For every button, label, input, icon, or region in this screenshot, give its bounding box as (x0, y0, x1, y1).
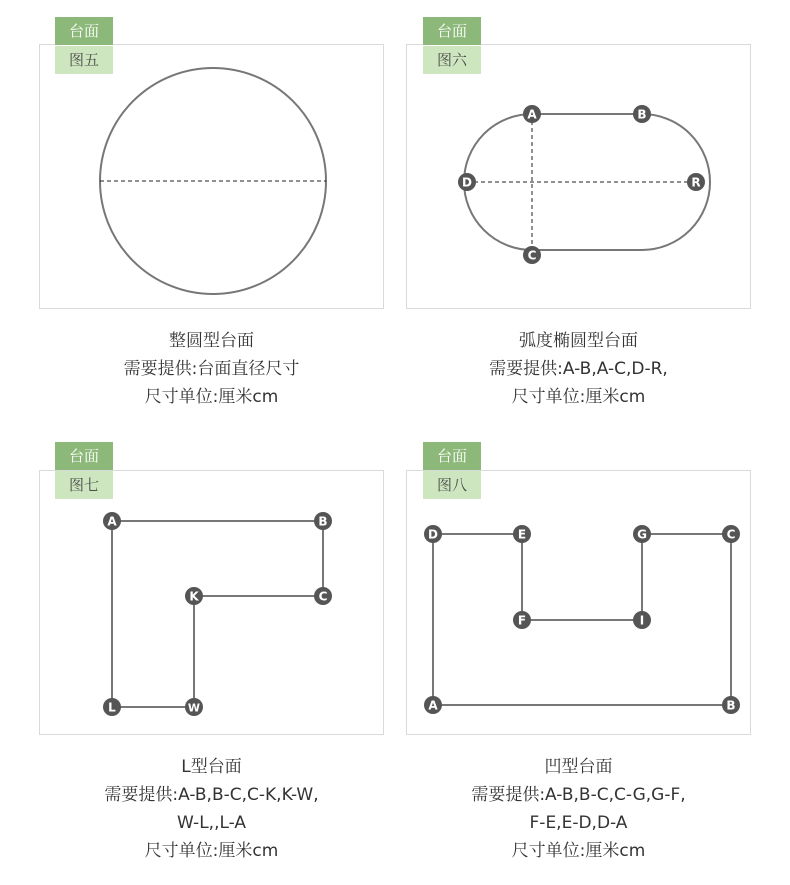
caption-requirement: 需要提供:A-B,B-C,C-G,G-F, (471, 785, 686, 805)
l-shape-table-diagram (40, 471, 385, 736)
svg-text:A: A (107, 514, 117, 529)
point-i-marker (633, 611, 651, 629)
caption-unit: 尺寸单位:厘米cm (511, 841, 646, 861)
point-k-marker (185, 587, 203, 605)
point-w-marker (185, 698, 203, 716)
svg-text:C: C (318, 589, 328, 604)
concave-outline (433, 534, 731, 705)
point-b-marker (633, 105, 651, 123)
svg-text:B: B (318, 514, 328, 529)
tag-tabletop: 台面 (55, 442, 113, 470)
tag-figure-number: 图七 (55, 471, 113, 499)
point-a-marker (523, 105, 541, 123)
caption-unit: 尺寸单位:厘米cm (144, 387, 279, 407)
svg-text:B: B (726, 698, 736, 713)
caption-l-shape (39, 753, 384, 865)
svg-text:G: G (637, 527, 647, 542)
tag-tabletop: 台面 (423, 17, 481, 45)
svg-text:K: K (189, 589, 199, 604)
svg-text:E: E (517, 527, 527, 542)
point-d-marker (458, 173, 476, 191)
diagram-panel-l-shape (39, 470, 384, 735)
caption-round (39, 327, 384, 411)
point-d-marker (424, 525, 442, 543)
caption-requirement: 需要提供:台面直径尺寸 (123, 359, 300, 379)
svg-text:C: C (527, 248, 537, 263)
round-table-diagram (40, 45, 385, 310)
caption-title: 整圆型台面 (169, 331, 254, 351)
point-b-marker (722, 696, 740, 714)
point-r-marker (687, 173, 705, 191)
svg-text:A: A (428, 698, 438, 713)
svg-text:I: I (639, 613, 645, 628)
point-a-marker (424, 696, 442, 714)
svg-text:C: C (726, 527, 736, 542)
point-c-marker (523, 246, 541, 264)
svg-text:A: A (527, 107, 537, 122)
svg-text:B: B (637, 107, 647, 122)
point-c-marker (722, 525, 740, 543)
svg-text:L: L (108, 700, 116, 715)
svg-text:R: R (691, 175, 701, 190)
point-e-marker (513, 525, 531, 543)
tag-figure-number: 图五 (55, 46, 113, 74)
diagram-panel-round (39, 44, 384, 309)
caption-requirement-cont: W-L,,L-A (176, 813, 247, 833)
tag-tabletop: 台面 (55, 17, 113, 45)
point-b-marker (314, 512, 332, 530)
caption-title: 弧度椭圆型台面 (519, 331, 638, 351)
point-g-marker (633, 525, 651, 543)
tag-figure-number: 图六 (423, 46, 481, 74)
tag-tabletop: 台面 (423, 442, 481, 470)
svg-text:D: D (462, 175, 472, 190)
caption-oval (406, 327, 751, 411)
caption-title: L型台面 (181, 757, 242, 777)
caption-title: 凹型台面 (544, 757, 613, 777)
svg-text:W: W (187, 701, 201, 715)
concave-table-diagram (407, 471, 752, 736)
point-c-marker (314, 587, 332, 605)
point-f-marker (513, 611, 531, 629)
tag-figure-number: 图八 (423, 471, 481, 499)
point-l-marker (103, 698, 121, 716)
svg-text:D: D (428, 527, 438, 542)
caption-unit: 尺寸单位:厘米cm (144, 841, 279, 861)
oval-table-diagram (407, 45, 752, 310)
caption-requirement: 需要提供:A-B,B-C,C-K,K-W, (104, 785, 319, 805)
svg-text:F: F (517, 613, 527, 628)
caption-requirement: 需要提供:A-B,A-C,D-R, (489, 359, 668, 379)
point-a-marker (103, 512, 121, 530)
caption-requirement-cont: F-E,E-D,D-A (529, 813, 628, 833)
diagram-panel-concave (406, 470, 751, 735)
caption-concave (406, 753, 751, 865)
l-shape-outline (112, 521, 323, 707)
diagram-panel-oval (406, 44, 751, 309)
caption-unit: 尺寸单位:厘米cm (511, 387, 646, 407)
